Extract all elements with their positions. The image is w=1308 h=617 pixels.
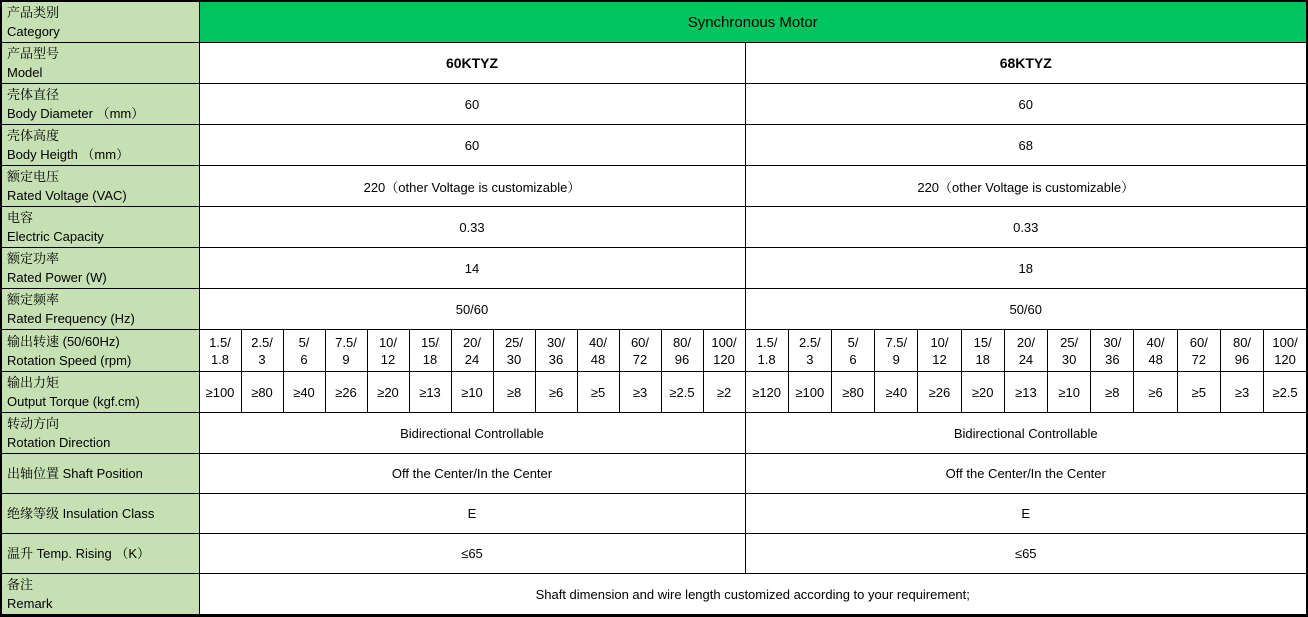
body-diameter-value-68ktyz: 60 [745,84,1307,125]
rated-frequency-label-en: Rated Frequency (Hz) [7,311,135,326]
row-temp-rising [1,534,1307,574]
row-rotation-direction [1,413,1307,454]
electric-capacity-label-zh: 电容 [7,210,34,225]
torque-cell-60: ≥3 [619,372,661,413]
speed-top: 15/ [420,334,440,350]
torque-cell-68: ≥2.5 [1264,372,1307,413]
speed-top: 25/ [504,334,524,350]
torque-cell-60: ≥10 [451,372,493,413]
row-rotation-speed [1,330,1307,372]
speed-cell-60 [535,330,577,372]
speed-top: 10/ [378,334,398,350]
torque-cell-68: ≥13 [1004,372,1047,413]
speed-cell-60 [367,330,409,372]
model-label-zh: 产品型号 [7,46,60,61]
rotation-direction-value-68ktyz: Bidirectional Controllable [745,413,1307,454]
speed-cell-68 [1048,330,1091,372]
speed-cell-60 [661,330,703,372]
speed-cell-68 [831,330,874,372]
speed-bottom: 3 [806,351,814,367]
speed-top: 5/ [847,334,859,350]
row-electric-capacity [1,207,1307,248]
rotation-direction-label [1,413,199,454]
insulation-class-value-68ktyz: E [745,494,1307,534]
rotation-direction-label-en: Rotation Direction [7,435,111,450]
insulation-class-value-60ktyz: E [199,494,745,534]
torque-cell-60: ≥100 [199,372,241,413]
speed-bottom: 36 [1105,351,1120,367]
row-output-torque [1,372,1307,413]
speed-bottom: 120 [713,351,735,367]
rated-voltage-value-60ktyz: 220（other Voltage is customizable） [199,166,745,207]
torque-cell-68: ≥10 [1048,372,1091,413]
speed-bottom: 18 [975,351,990,367]
speed-top: 30/ [546,334,566,350]
speed-bottom: 6 [300,351,308,367]
speed-bottom: 96 [674,351,690,367]
output-torque-label-en: Output Torque (kgf.cm) [7,394,140,409]
body-height-label [1,125,199,166]
row-model [1,43,1307,84]
model-name-68ktyz: 68KTYZ [745,43,1307,84]
body-diameter-label-en: Body Diameter （mm） [7,106,145,121]
model-label [1,43,199,84]
torque-cell-60: ≥8 [493,372,535,413]
torque-cell-68: ≥6 [1134,372,1177,413]
speed-top: 100/ [1272,334,1298,350]
torque-cell-68: ≥3 [1220,372,1263,413]
electric-capacity-label [1,207,199,248]
speed-top: 60/ [1189,334,1208,350]
speed-bottom: 36 [548,351,564,367]
electric-capacity-label-en: Electric Capacity [7,229,104,244]
remark-label [1,574,199,616]
speed-cell-60 [283,330,325,372]
speed-top: 1.5/ [209,334,231,350]
torque-cell-60: ≥80 [241,372,283,413]
row-rated-power [1,248,1307,289]
speed-cell-60 [241,330,283,372]
torque-cell-60: ≥5 [577,372,619,413]
temp-rising-label: 温升 Temp. Rising （K） [1,534,199,574]
speed-top: 20/ [1016,334,1035,350]
speed-cell-68 [745,330,788,372]
shaft-position-label: 出轴位置 Shaft Position [1,454,199,494]
torque-cell-68: ≥26 [918,372,961,413]
output-torque-label [1,372,199,413]
rated-power-label-en: Rated Power (W) [7,270,107,285]
speed-top: 40/ [588,334,608,350]
rated-voltage-label [1,166,199,207]
speed-top: 7.5/ [885,334,908,350]
speed-bottom: 48 [590,351,606,367]
rated-frequency-value-68ktyz: 50/60 [745,289,1307,330]
speed-cell-68 [1004,330,1047,372]
body-diameter-label-zh: 壳体直径 [7,87,60,102]
speed-top: 30/ [1103,334,1122,350]
speed-cell-60 [409,330,451,372]
speed-top: 60/ [630,334,650,350]
row-remark [1,574,1307,616]
speed-bottom: 1.8 [757,351,776,367]
speed-cell-68 [1134,330,1177,372]
speed-bottom: 72 [632,351,648,367]
speed-top: 10/ [930,334,949,350]
torque-cell-68: ≥20 [961,372,1004,413]
torque-cell-60: ≥6 [535,372,577,413]
speed-cell-68 [875,330,918,372]
speed-bottom: 48 [1148,351,1163,367]
speed-top: 15/ [973,334,992,350]
torque-cell-68: ≥5 [1177,372,1220,413]
speed-cell-68 [1177,330,1220,372]
body-height-label-en: Body Heigth （mm） [7,147,130,162]
speed-bottom: 120 [1274,351,1296,367]
speed-bottom: 9 [892,351,900,367]
speed-cell-60 [703,330,745,372]
speed-bottom: 96 [1234,351,1250,367]
speed-top: 5/ [298,334,310,350]
torque-cell-60: ≥40 [283,372,325,413]
speed-bottom: 3 [258,351,266,367]
speed-bottom: 30 [506,351,522,367]
torque-cell-60: ≥2.5 [661,372,703,413]
rated-voltage-value-68ktyz: 220（other Voltage is customizable） [745,166,1307,207]
remark-label-zh: 备注 [7,577,34,592]
speed-cell-60 [325,330,367,372]
row-category [1,1,1307,43]
rated-frequency-label [1,289,199,330]
speed-bottom: 24 [464,351,480,367]
insulation-class-label: 绝缘等级 Insulation Class [1,494,199,534]
rated-frequency-label-zh: 额定频率 [7,292,60,307]
torque-cell-68: ≥8 [1091,372,1134,413]
rated-voltage-label-zh: 额定电压 [7,169,60,184]
rotation-direction-value-60ktyz: Bidirectional Controllable [199,413,745,454]
speed-cell-68 [1264,330,1307,372]
model-label-en: Model [7,65,43,80]
rated-voltage-label-en: Rated Voltage (VAC) [7,188,127,203]
speed-bottom: 1.8 [210,351,230,367]
body-height-label-zh: 壳体高度 [7,128,60,143]
rated-power-value-60ktyz: 14 [199,248,745,289]
torque-cell-60: ≥26 [325,372,367,413]
speed-bottom: 24 [1018,351,1034,367]
shaft-position-value-60ktyz: Off the Center/In the Center [199,454,745,494]
speed-cell-60 [451,330,493,372]
body-height-value-60ktyz: 60 [199,125,745,166]
category-label-en: Category [7,24,60,39]
speed-cell-68 [918,330,961,372]
rotation-direction-label-zh: 转动方向 [7,416,60,431]
speed-top: 80/ [1232,334,1252,350]
rotation-speed-label-zh: 输出转速 (50/60Hz) [7,333,120,349]
remark-value: Shaft dimension and wire length customized according to your requirement; [199,574,1307,616]
table-title: Synchronous Motor [199,1,1307,43]
category-label-zh: 产品类别 [7,5,60,20]
rotation-speed-label-en: Rotation Speed (rpm) [7,352,132,368]
speed-cell-68 [1091,330,1134,372]
electric-capacity-value-68ktyz: 0.33 [745,207,1307,248]
speed-cell-60 [199,330,241,372]
row-body-height [1,125,1307,166]
model-name-60ktyz: 60KTYZ [199,43,745,84]
rated-power-value-68ktyz: 18 [745,248,1307,289]
speed-cell-60 [619,330,661,372]
rated-power-label-zh: 额定功率 [7,251,60,266]
body-diameter-label [1,84,199,125]
speed-cell-60 [577,330,619,372]
speed-bottom: 30 [1061,351,1077,367]
speed-top: 2.5/ [798,334,821,350]
rated-frequency-value-60ktyz: 50/60 [199,289,745,330]
torque-cell-60: ≥2 [703,372,745,413]
temp-rising-value-60ktyz: ≤65 [199,534,745,574]
speed-top: 40/ [1146,334,1165,350]
torque-cell-60: ≥13 [409,372,451,413]
speed-bottom: 12 [932,351,947,367]
speed-bottom: 72 [1191,351,1207,367]
torque-cell-60: ≥20 [367,372,409,413]
speed-bottom: 18 [422,351,438,367]
speed-cell-68 [961,330,1004,372]
temp-rising-value-68ktyz: ≤65 [745,534,1307,574]
row-body-diameter [1,84,1307,125]
category-label [1,1,199,43]
speed-top: 25/ [1060,334,1079,350]
torque-cell-68: ≥100 [788,372,831,413]
output-torque-label-zh: 输出力矩 [7,375,60,390]
speed-cell-60 [493,330,535,372]
torque-cell-68: ≥120 [745,372,788,413]
speed-cell-68 [1220,330,1263,372]
speed-top: 100/ [711,334,737,350]
torque-cell-68: ≥80 [831,372,874,413]
rated-power-label [1,248,199,289]
speed-top: 80/ [672,334,692,350]
row-rated-voltage [1,166,1307,207]
body-height-value-68ktyz: 68 [745,125,1307,166]
remark-label-en: Remark [7,596,53,611]
row-shaft-position [1,454,1307,494]
shaft-position-value-68ktyz: Off the Center/In the Center [745,454,1307,494]
speed-bottom: 12 [380,351,396,367]
speed-cell-68 [788,330,831,372]
speed-top: 1.5/ [755,334,778,350]
electric-capacity-value-60ktyz: 0.33 [199,207,745,248]
speed-bottom: 6 [849,351,857,367]
speed-top: 7.5/ [335,334,357,350]
body-diameter-value-60ktyz: 60 [199,84,745,125]
speed-top: 20/ [462,334,482,350]
rotation-speed-label [1,330,199,372]
torque-cell-68: ≥40 [875,372,918,413]
speed-bottom: 9 [342,351,350,367]
row-insulation-class [1,494,1307,534]
row-rated-frequency [1,289,1307,330]
speed-top: 2.5/ [251,334,273,350]
